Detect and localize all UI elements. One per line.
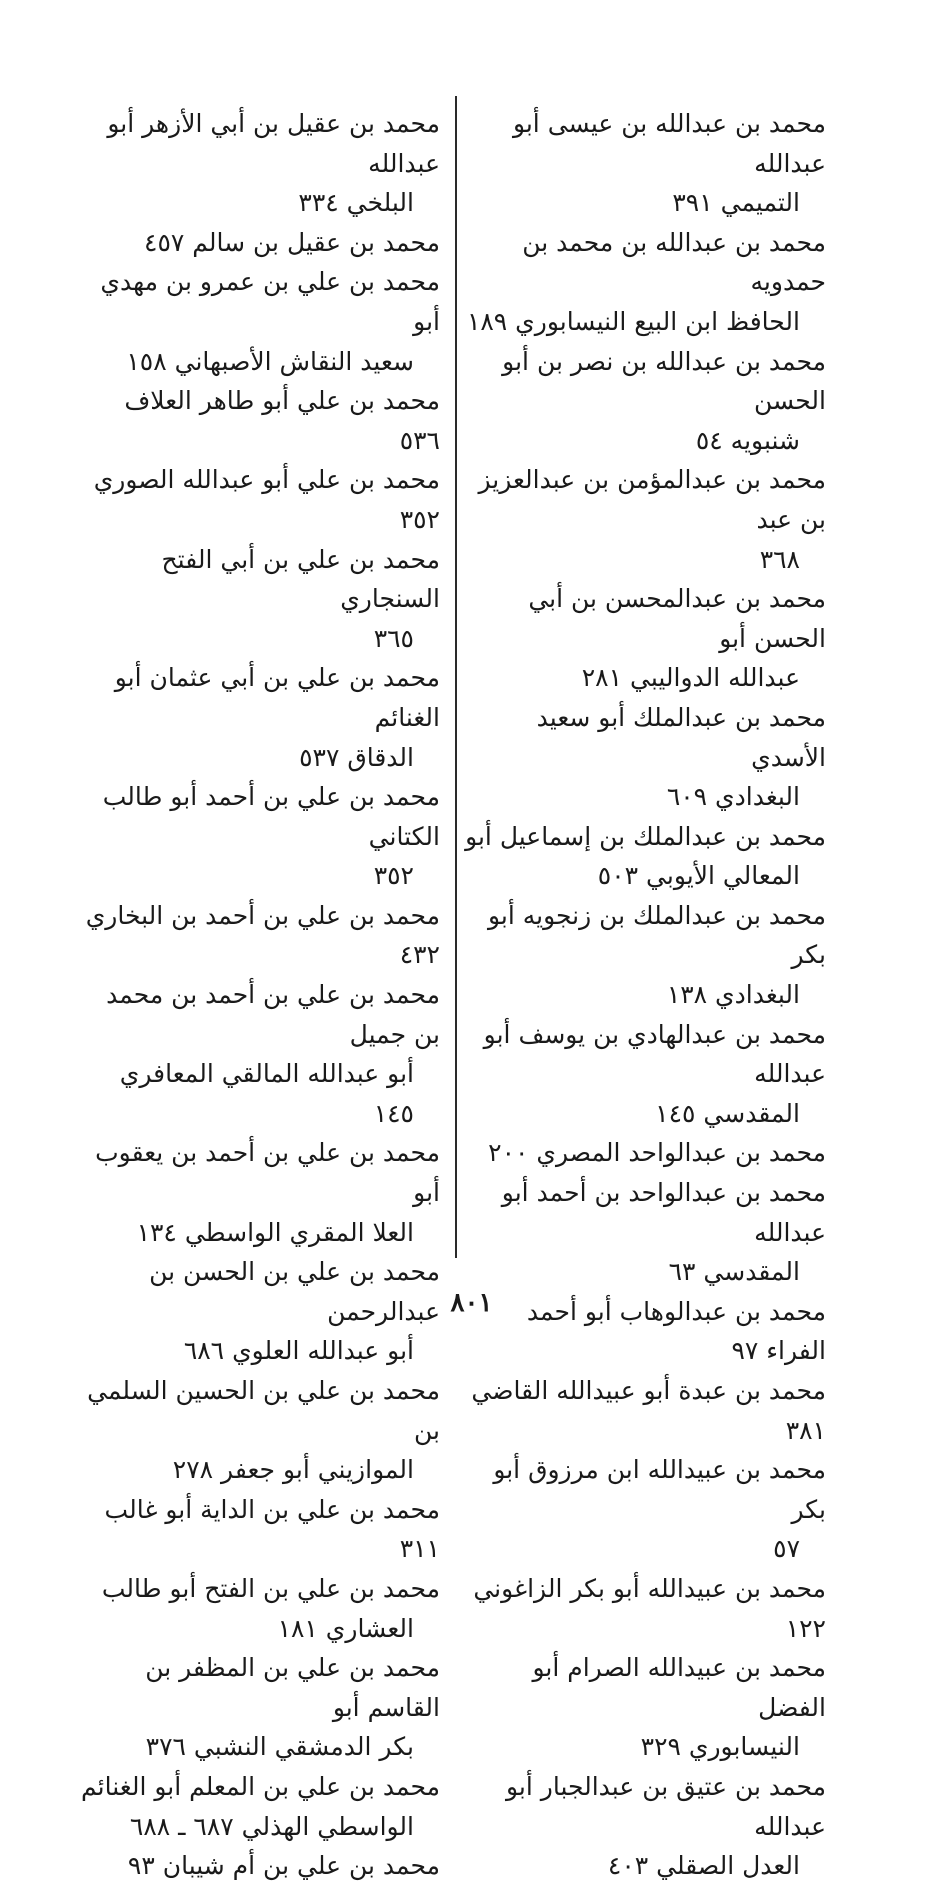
index-entry-line: محمد بن علي بن أبي الفتح السنجاري <box>161 544 440 614</box>
index-entry <box>78 777 440 896</box>
index-entry-line: محمد بن عقيل بن سالم ٤٥٧ <box>144 227 440 257</box>
index-entry-continuation: الدقاق ٥٣٧ <box>299 742 414 772</box>
index-entry-line: محمد بن علي أبو عبدالله الصوري ٣٥٢ <box>93 465 440 534</box>
index-entry-line: محمد بن علي بن الداية أبو غالب ٣١١ <box>104 1494 440 1564</box>
index-entry-line: محمد بن عبدالمؤمن بن عبدالعزيز بن عبد <box>478 465 826 534</box>
index-entry-continuation: التميمي ٣٩١ <box>672 188 800 218</box>
index-entry-continuation: عبدالله الدواليبي ٢٨١ <box>581 663 800 693</box>
index-entry-line: محمد بن عقيل بن أبي الأزهر أبو عبدالله <box>107 109 440 178</box>
index-entry-continuation: النيسابوري ٣٢٩ <box>640 1732 800 1762</box>
index-entry-continuation: ٥٧ <box>773 1534 800 1564</box>
index-entry-line: محمد بن علي بن الحسين السلمي بن <box>87 1376 440 1445</box>
index-entry-line: محمد بن علي بن أحمد بن البخاري ٤٣٢ <box>85 900 440 970</box>
index-entry-line: محمد بن عبدالله بن نصر بن أبو الحسن <box>502 346 826 416</box>
index-entry-continuation: البغدادي ١٣٨ <box>666 980 800 1010</box>
index-entry-line: محمد بن علي أبو طاهر العلاف ٥٣٦ <box>124 386 440 455</box>
index-entry-continuation: المقدسي ١٤٥ <box>655 1098 800 1128</box>
index-entry-line: محمد بن عبدالهادي بن يوسف أبو عبدالله <box>483 1019 826 1089</box>
index-entry <box>78 1648 440 1767</box>
index-entry-continuation: شنبويه ٥٤ <box>695 425 800 455</box>
index-entry-line: محمد بن عتيق بن عبدالجبار أبو عبدالله <box>505 1771 826 1841</box>
index-entry-continuation: البلخي ٣٣٤ <box>298 188 414 218</box>
index-entry <box>460 1015 826 1134</box>
index-entry-line: محمد بن عبيدالله أبو بكر الزاغوني ١٢٢ <box>473 1573 826 1643</box>
index-entry-line: محمد بن علي بن الفتح أبو طالب <box>101 1573 440 1603</box>
index-entry-line: محمد بن عبدالوهاب أبو أحمد الفراء ٩٧ <box>526 1296 826 1366</box>
index-entry-line: محمد بن عبدالملك أبو سعيد الأسدي <box>536 702 826 772</box>
index-entry-continuation: المعالي الأيوبي ٥٠٣ <box>597 861 800 891</box>
left-index-column <box>78 104 440 1886</box>
index-entry-continuation: سعيد النقاش الأصبهاني ١٥٨ <box>126 346 414 376</box>
index-entry-line: محمد بن علي بن المظفر بن القاسم أبو <box>145 1653 440 1722</box>
index-entry <box>78 104 440 223</box>
index-entry-continuation: ٣٥٢ <box>373 861 414 891</box>
index-entry <box>78 540 440 659</box>
index-entry-line: محمد بن عبدالملك بن إسماعيل أبو <box>465 821 826 851</box>
index-entry <box>460 817 826 896</box>
index-entry-continuation: أبو عبدالله العلوي ٦٨٦ <box>183 1336 414 1366</box>
index-entry <box>460 1767 826 1886</box>
index-entry-continuation: العلا المقري الواسطي ١٣٤ <box>136 1217 414 1247</box>
index-entry-line: محمد بن علي بن أم شيبان ٩٣ <box>127 1851 440 1881</box>
index-entry <box>460 698 826 817</box>
index-entry <box>460 460 826 579</box>
index-entry-line: محمد بن عبيدالله الصرام أبو الفضل <box>532 1653 826 1722</box>
index-entry-continuation: الحافظ ابن البيع النيسابوري ١٨٩ <box>466 306 800 336</box>
index-entry <box>78 381 440 460</box>
index-entry-line: محمد بن عبيدالله ابن مرزوق أبو بكر <box>493 1455 826 1524</box>
index-entry <box>78 460 440 539</box>
index-entry-line: محمد بن علي بن المعلم أبو الغنائم <box>81 1771 440 1801</box>
index-entry <box>78 1569 440 1648</box>
index-entry-line: محمد بن عبدالله بن محمد بن حمدويه <box>522 227 826 297</box>
index-entry-line: محمد بن علي بن أحمد أبو طالب الكتاني <box>102 782 440 851</box>
index-entry <box>460 104 826 223</box>
index-entry-line: محمد بن علي بن عمرو بن مهدي أبو <box>100 267 440 336</box>
index-entry <box>78 1767 440 1846</box>
index-entry-continuation: ٣٦٨ <box>759 544 800 574</box>
index-entry <box>460 896 826 1015</box>
index-entry <box>78 975 440 1133</box>
index-entry <box>78 262 440 381</box>
index-entry-continuation: الموازيني أبو جعفر ٢٧٨ <box>172 1455 414 1485</box>
index-entry <box>460 1133 826 1173</box>
index-entry-line: محمد بن عبدة أبو عبيدالله القاضي ٣٨١ <box>471 1376 826 1445</box>
index-entry-continuation: الواسطي الهذلي ٦٨٧ ـ ٦٨٨ <box>129 1811 414 1841</box>
index-entry <box>460 1371 826 1450</box>
index-entry-continuation: العشاري ١٨١ <box>277 1613 414 1643</box>
index-entry-continuation: بكر الدمشقي النشبي ٣٧٦ <box>145 1732 414 1762</box>
index-entry-line: محمد بن علي بن الحسن بن عبدالرحمن <box>149 1257 440 1326</box>
index-entry <box>78 896 440 975</box>
column-divider <box>455 96 457 1258</box>
index-entry-continuation: أبو عبدالله المالقي المعافري ١٤٥ <box>119 1059 414 1128</box>
index-entry-continuation: البغدادي ٦٠٩ <box>666 782 800 812</box>
page-number: ٨٠١ <box>450 1288 493 1318</box>
index-entry <box>460 342 826 461</box>
index-entry-line: محمد بن علي بن أحمد بن محمد بن جميل <box>106 980 440 1049</box>
index-entry <box>78 223 440 263</box>
index-entry <box>78 1490 440 1569</box>
index-entry <box>460 223 826 342</box>
index-entry <box>78 1133 440 1252</box>
index-entry-continuation: ٣٦٥ <box>373 623 414 653</box>
index-entry-continuation: المقدسي ٦٣ <box>668 1257 800 1287</box>
right-index-column <box>460 104 826 1886</box>
index-entry-line: محمد بن عبدالله بن عيسى أبو عبدالله <box>512 109 826 178</box>
index-entry <box>78 1846 440 1886</box>
index-entry <box>460 1569 826 1648</box>
index-entry <box>460 579 826 698</box>
index-entry <box>460 1450 826 1569</box>
index-entry <box>460 1648 826 1767</box>
index-entry-line: محمد بن عبدالواحد بن أحمد أبو عبدالله <box>501 1178 826 1247</box>
index-entry <box>460 1173 826 1292</box>
index-entry-line: محمد بن عبدالمحسن بن أبي الحسن أبو <box>528 584 826 653</box>
index-entry-line: محمد بن علي بن أبي عثمان أبو الغنائم <box>114 663 440 732</box>
index-entry <box>78 658 440 777</box>
index-entry-line: محمد بن علي بن أحمد بن يعقوب أبو <box>95 1138 440 1208</box>
index-entry-continuation: العدل الصقلي ٤٠٣ <box>607 1851 800 1881</box>
index-entry-line: محمد بن عبدالواحد المصري ٢٠٠ <box>488 1138 826 1168</box>
index-entry-line: محمد بن عبدالملك بن زنجويه أبو بكر <box>487 900 826 970</box>
index-entry <box>78 1371 440 1490</box>
